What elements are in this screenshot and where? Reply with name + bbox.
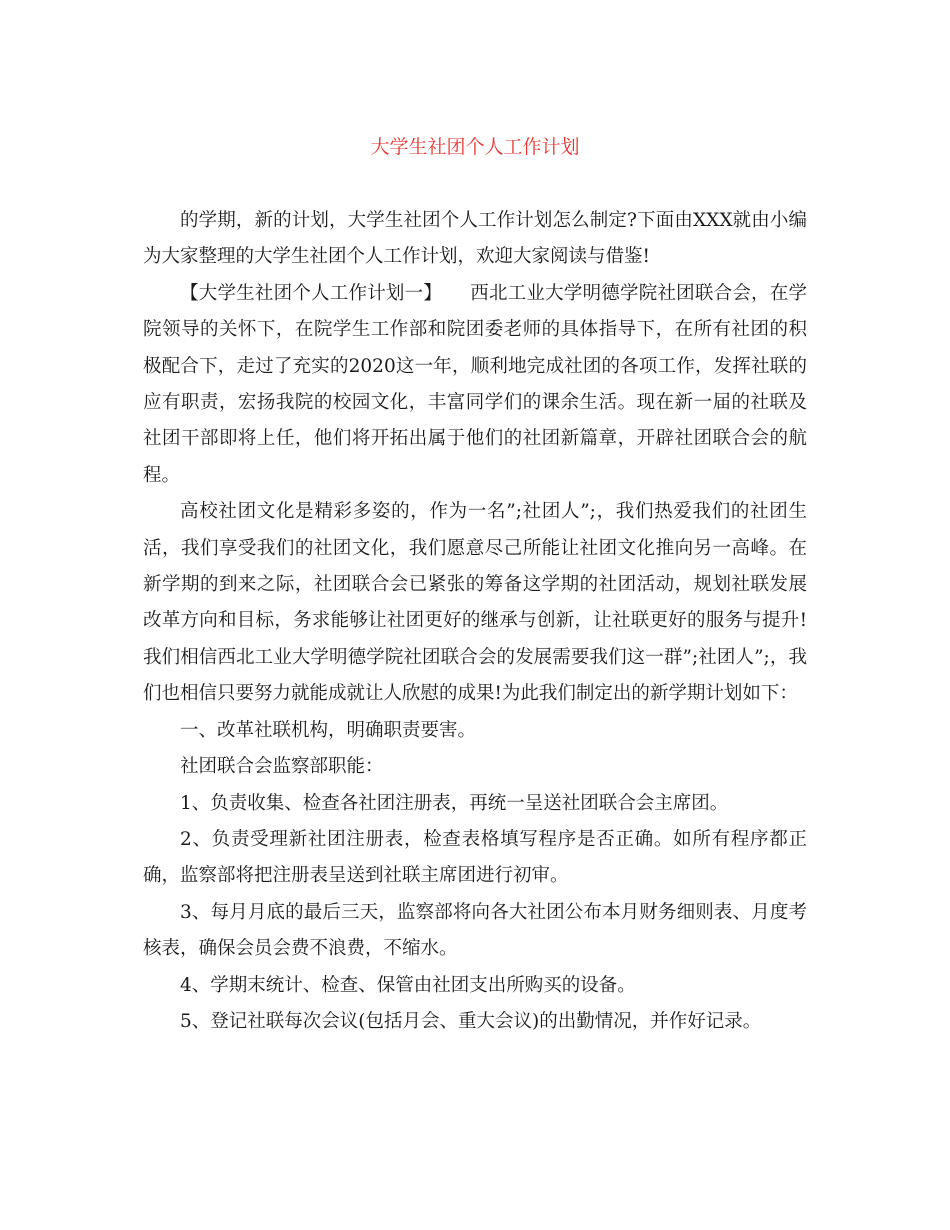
- document-body: [143, 203, 807, 1040]
- paragraph-dept-duties: 社团联合会监察部职能：: [180, 756, 384, 778]
- paragraph-item-4: 4、学期末统计、检查、保管由社团支出所购买的设备。: [180, 974, 636, 996]
- paragraph-item-3: 3、每月月底的最后三天，监察部将向各大社团公布本月财务细则表、月度考核表，确保会员会费不浪费，不缩水。: [143, 901, 807, 960]
- paragraph-section-heading: 一、改革社联机构，明确职责要害。: [180, 719, 477, 741]
- paragraph-culture: 高校社团文化是精彩多姿的，作为一名”;社团人”;，我们热爱我们的社团生活，我们享受我们的社团文化，我们愿意尽己所能让社团文化推向另一高峰。在新学期的到来之际，社团联合会已紧张的筹备这学期的社团活动，规划社联发展改革方向和目标，务求能够让社团更好的继承与创新，让社联更好的服务与提升!我们相信西北工业大学明德学院社团联合会的发展需要我们这一群”;社团人”;，我们也相信只要努力就能成就让人欣慰的成果!为此我们制定出的新学期计划如下：: [143, 501, 807, 705]
- paragraph-item-2: 2、负责受理新社团注册表，检查表格填写程序是否正确。如所有程序都正确，监察部将把注册表呈送到社联主席团进行初审。: [143, 828, 807, 887]
- paragraph-plan-one: 【大学生社团个人工作计划一】 西北工业大学明德学院社团联合会，在学院领导的关怀下，在院学生工作部和院团委老师的具体指导下，在所有社团的积极配合下，走过了充实的2020这一年，顺利地完成社团的各项工作，发挥社联的应有职责，宏扬我院的校园文化，丰富同学们的课余生活。现在新一届的社联及社团干部即将上任，他们将开拓出属于他们的社团新篇章，开辟社团联合会的航程。: [143, 282, 807, 486]
- paragraph-intro: 的学期，新的计划，大学生社团个人工作计划怎么制定?下面由XXX就由小编为大家整理的大学生社团个人工作计划，欢迎大家阅读与借鉴!: [143, 210, 807, 268]
- document-title: 大学生社团个人工作计划: [370, 136, 580, 158]
- paragraph-item-5: 5、登记社联每次会议(包括月会、重大会议)的出勤情况，并作好记录。: [180, 1010, 762, 1032]
- paragraph-item-1: 1、负责收集、检查各社团注册表，再统一呈送社团联合会主席团。: [180, 792, 729, 814]
